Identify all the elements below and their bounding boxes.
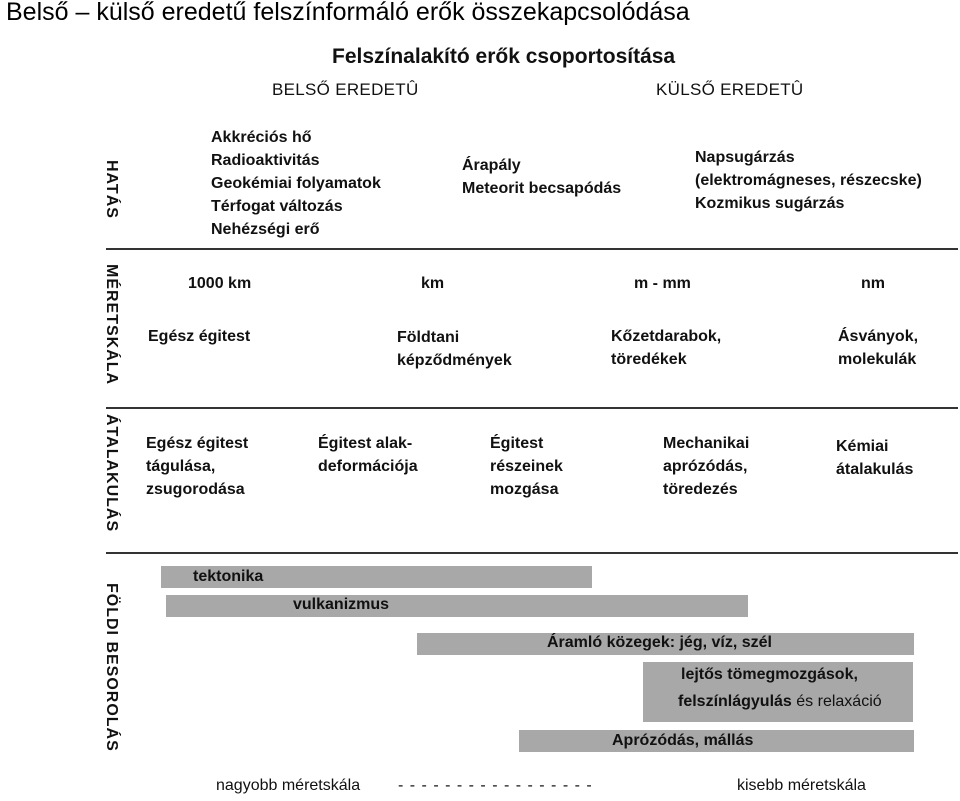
hatas-item: (elektromágneses, részecske) <box>695 172 922 189</box>
row-label-foldi-besorolas: FÖLDI BESOROLÁS <box>103 583 120 752</box>
bar-label-tektonika: tektonika <box>193 568 264 585</box>
scale-object-line: töredékek <box>611 351 687 368</box>
hatas-internal-list <box>211 126 381 241</box>
origin-external-label: KÜLSŐ EREDETÛ <box>656 80 804 99</box>
scale-object-line: Egész égitest <box>148 328 251 345</box>
transformation-item <box>490 432 563 501</box>
transformation-item <box>146 432 248 501</box>
scale-object <box>838 325 918 371</box>
scale-object <box>148 325 250 348</box>
bar-label-felszinlagyulas <box>678 693 882 711</box>
separator-line <box>106 552 958 554</box>
row-label-meretskala: MÉRETSKÁLA <box>103 264 120 386</box>
scale-object-line: Kőzetdarabok, <box>611 328 722 345</box>
row-label-hatas: HATÁS <box>103 160 120 219</box>
transformation-line: Égitest <box>490 435 544 452</box>
scale-object-line: molekulák <box>838 351 917 368</box>
footer-smaller-scale: kisebb méretskála <box>737 777 866 794</box>
page-title: Belső – külső eredetű felszínformáló erők összekapcsolódása <box>6 0 690 26</box>
bar-label-felszinlagyulas-bold: felszínlágyulás <box>678 693 792 710</box>
diagram-title: Felszínalakító erők csoportosítása <box>332 45 676 68</box>
transformation-line: Egész égitest <box>146 435 249 452</box>
transformation-line: részeinek <box>490 458 563 475</box>
transformation-item <box>836 435 913 481</box>
bar-vulkanizmus <box>166 595 748 617</box>
scale-unit: 1000 km <box>188 275 252 292</box>
separator-line <box>106 407 958 409</box>
scale-unit: nm <box>861 275 885 292</box>
transformation-line: zsugorodása <box>146 481 245 498</box>
scale-object-line: képződmények <box>397 352 512 369</box>
transformation-line: mozgása <box>490 481 559 498</box>
hatas-middle-list <box>462 154 621 200</box>
bar-label-aprozodas-mallas: Aprózódás, mállás <box>612 732 754 749</box>
scale-object <box>397 326 512 372</box>
scale-object <box>611 325 721 371</box>
origin-internal-label: BELSŐ EREDETÛ <box>272 80 419 99</box>
hatas-item: Árapály <box>462 157 521 174</box>
footer-larger-scale: nagyobb méretskála <box>216 777 361 794</box>
transformation-line: töredezés <box>663 481 738 498</box>
hatas-item: Radioaktivitás <box>211 152 320 169</box>
scale-object-line: Ásványok, <box>838 328 919 345</box>
bar-label-vulkanizmus: vulkanizmus <box>293 596 390 613</box>
hatas-item: Térfogat változás <box>211 198 343 215</box>
footer-dashes: - - - - - - - - - - - - - - - - - <box>398 777 593 794</box>
hatas-item: Kozmikus sugárzás <box>695 195 845 212</box>
scale-object-line: Földtani <box>397 329 460 346</box>
transformation-line: deformációja <box>318 458 418 475</box>
hatas-item: Meteorit becsapódás <box>462 180 622 197</box>
hatas-external-list <box>695 146 922 215</box>
hatas-item: Akkréciós hő <box>211 129 312 146</box>
transformation-item <box>663 432 749 501</box>
scale-unit: km <box>421 275 445 292</box>
transformation-line: Mechanikai <box>663 435 750 452</box>
hatas-item: Geokémiai folyamatok <box>211 175 381 192</box>
bar-label-relaxacio: és relaxáció <box>791 693 882 710</box>
separator-line <box>106 248 958 250</box>
transformation-line: tágulása, <box>146 458 216 475</box>
transformation-item <box>318 432 418 478</box>
hatas-item: Nehézségi erő <box>211 221 320 238</box>
transformation-line: aprózódás, <box>663 458 748 475</box>
transformation-line: Égitest alak- <box>318 435 413 452</box>
transformation-line: átalakulás <box>836 461 914 478</box>
transformation-line: Kémiai <box>836 438 889 455</box>
scale-unit: m - mm <box>634 275 691 292</box>
bar-label-aramlo-kozegek: Áramló közegek: jég, víz, szél <box>547 634 772 651</box>
bar-label-lejtos: lejtős tömegmozgások, <box>681 666 858 683</box>
hatas-item: Napsugárzás <box>695 149 795 166</box>
row-label-atalakulas: ÁTALAKULÁS <box>103 414 120 533</box>
